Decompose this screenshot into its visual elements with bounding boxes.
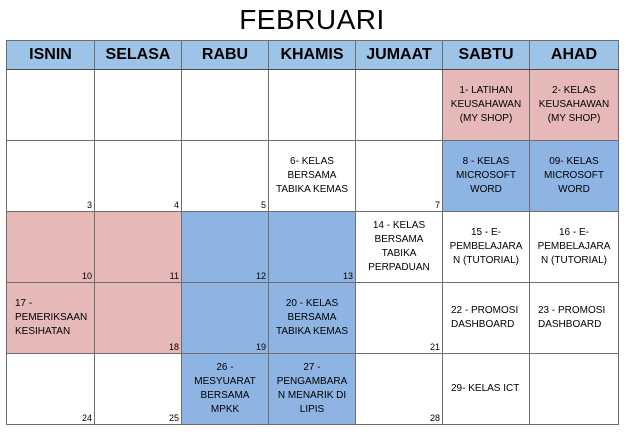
event-text: 6- KELAS BERSAMA TABIKA KEMAS [275, 156, 349, 195]
day-cell[interactable] [443, 283, 530, 354]
calendar-table [6, 40, 619, 425]
event-text: 29- KELAS ICT [451, 383, 520, 394]
day-cell[interactable] [269, 354, 356, 425]
day-cell[interactable] [356, 141, 443, 212]
day-header-khamis: KHAMIS [269, 41, 356, 70]
event-text: 09- KELAS MICROSOFT WORD [544, 156, 604, 195]
day-header-row [7, 41, 619, 70]
date-number: 10 [81, 271, 92, 281]
day-cell[interactable] [95, 70, 182, 141]
event-text: 17 - PEMERIKSAAN KESIHATAN [15, 298, 88, 337]
event-text: 15 - E-PEMBELAJARA N (TUTORIAL) [449, 227, 523, 266]
day-cell[interactable] [182, 283, 269, 354]
event-text: 14 - KELAS BERSAMA TABIKA PERPADUAN [368, 220, 430, 273]
day-cell[interactable] [443, 141, 530, 212]
day-cell[interactable] [443, 212, 530, 283]
day-cell[interactable] [530, 141, 619, 212]
event-text: 1- LATIHAN KEUSAHAWAN (MY SHOP) [450, 85, 522, 124]
day-cell[interactable] [356, 212, 443, 283]
date-number: 28 [429, 413, 440, 423]
week-row [7, 212, 619, 283]
day-cell[interactable] [7, 354, 95, 425]
day-cell[interactable] [7, 70, 95, 141]
event-text: 26 - MESYUARAT BERSAMA MPKK [194, 362, 256, 415]
day-cell[interactable] [443, 354, 530, 425]
day-cell[interactable] [182, 70, 269, 141]
day-header-rabu: RABU [182, 41, 269, 70]
date-number: 19 [255, 342, 266, 352]
day-header-isnin: ISNIN [7, 41, 95, 70]
day-cell[interactable] [182, 141, 269, 212]
day-cell[interactable] [7, 212, 95, 283]
day-cell[interactable] [530, 212, 619, 283]
event-text: 20 - KELAS BERSAMA TABIKA KEMAS [275, 298, 349, 337]
date-number: 24 [81, 413, 92, 423]
date-number: 4 [173, 200, 179, 210]
day-cell[interactable] [95, 141, 182, 212]
week-row [7, 70, 619, 141]
week-row [7, 354, 619, 425]
day-cell[interactable] [530, 354, 619, 425]
day-cell[interactable] [182, 354, 269, 425]
day-cell[interactable] [269, 283, 356, 354]
day-cell[interactable] [7, 141, 95, 212]
event-text: 2- KELAS KEUSAHAWAN (MY SHOP) [538, 85, 610, 124]
date-number: 5 [260, 200, 266, 210]
date-number: 13 [342, 271, 353, 281]
date-number: 12 [255, 271, 266, 281]
day-cell[interactable] [95, 354, 182, 425]
day-header-ahad: AHAD [530, 41, 619, 70]
day-header-selasa: SELASA [95, 41, 182, 70]
day-cell[interactable] [95, 283, 182, 354]
day-cell[interactable] [443, 70, 530, 141]
calendar-body [7, 70, 619, 425]
day-cell[interactable] [269, 212, 356, 283]
day-header-jumaat: JUMAAT [356, 41, 443, 70]
day-cell[interactable] [356, 354, 443, 425]
day-cell[interactable] [7, 283, 95, 354]
week-row [7, 141, 619, 212]
date-number: 11 [169, 271, 179, 281]
calendar-title: FEBRUARI [239, 4, 385, 35]
day-header-sabtu: SABTU [443, 41, 530, 70]
date-number: 3 [86, 200, 92, 210]
event-text: 22 - PROMOSI DASHBOARD [451, 305, 519, 330]
day-cell[interactable] [530, 70, 619, 141]
event-text: 27 - PENGAMBARA N MENARIK DI LIPIS [276, 362, 348, 415]
day-cell[interactable] [269, 141, 356, 212]
day-cell[interactable] [530, 283, 619, 354]
date-number: 25 [168, 413, 179, 423]
day-cell[interactable] [182, 212, 269, 283]
day-cell[interactable] [356, 70, 443, 141]
event-text: 8 - KELAS MICROSOFT WORD [456, 156, 516, 195]
week-row [7, 283, 619, 354]
day-cell[interactable] [269, 70, 356, 141]
day-cell[interactable] [95, 212, 182, 283]
date-number: 21 [429, 342, 440, 352]
date-number: 18 [168, 342, 179, 352]
event-text: 23 - PROMOSI DASHBOARD [538, 305, 606, 330]
event-text: 16 - E-PEMBELAJARA N (TUTORIAL) [537, 227, 611, 266]
date-number: 7 [434, 200, 440, 210]
day-cell[interactable] [356, 283, 443, 354]
